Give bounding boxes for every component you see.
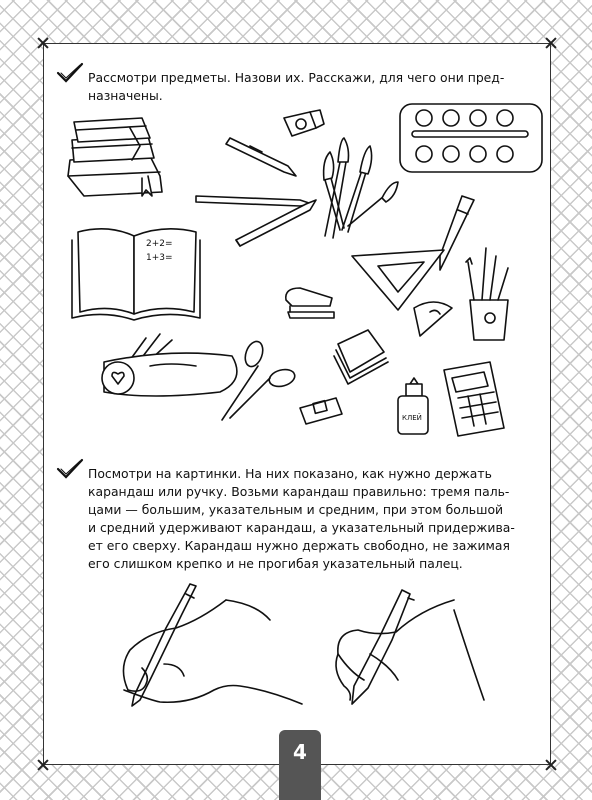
pencil-case-icon bbox=[102, 334, 237, 396]
notebook-text: 1+3= bbox=[146, 253, 173, 263]
task-2-line: его слишком крепко и не прогибая указательный палец. bbox=[88, 556, 463, 571]
task-2-line: карандаш или ручку. Возьми карандаш правильно: тремя паль- bbox=[88, 484, 510, 499]
task-2-line: цами — большим, указательным и средним, при этом большой bbox=[88, 502, 504, 517]
glue-icon bbox=[398, 378, 428, 434]
pen-icon bbox=[226, 138, 296, 176]
books-icon bbox=[68, 118, 162, 196]
pencil-icon bbox=[196, 196, 316, 246]
task-1-line: назначены. bbox=[88, 88, 163, 103]
task-1-line: Рассмотри предметы. Назови их. Расскажи, для чего они пред- bbox=[88, 70, 505, 85]
task-2-line: и средний удерживают карандаш, а указательный придержива- bbox=[88, 520, 515, 535]
eraser-icon bbox=[300, 398, 342, 424]
task-2-line: Посмотри на картинки. На них показано, как нужно держать bbox=[88, 466, 492, 481]
calculator-icon bbox=[444, 362, 504, 436]
notebook-icon bbox=[72, 229, 200, 320]
protractor-icon bbox=[414, 302, 452, 336]
sharpener-icon bbox=[284, 110, 324, 136]
hand-holding-pencil-icon bbox=[336, 590, 484, 704]
stapler-icon bbox=[286, 288, 334, 318]
paint-box-icon bbox=[400, 104, 542, 172]
triangle-ruler-icon bbox=[352, 250, 444, 310]
brushes-icon bbox=[324, 138, 398, 238]
sticky-notes-icon bbox=[334, 330, 388, 384]
notebook-text: 2+2= bbox=[146, 239, 173, 249]
glue-label: КЛЕЙ bbox=[402, 414, 422, 422]
hand-holding-pen-icon bbox=[123, 584, 302, 706]
page-number: 4 bbox=[293, 740, 307, 764]
task-2-line: ет его сверху. Карандаш нужно держать свободно, не зажимая bbox=[88, 538, 510, 553]
pencil-cup-icon bbox=[466, 248, 508, 340]
page-number-tab bbox=[279, 730, 321, 800]
